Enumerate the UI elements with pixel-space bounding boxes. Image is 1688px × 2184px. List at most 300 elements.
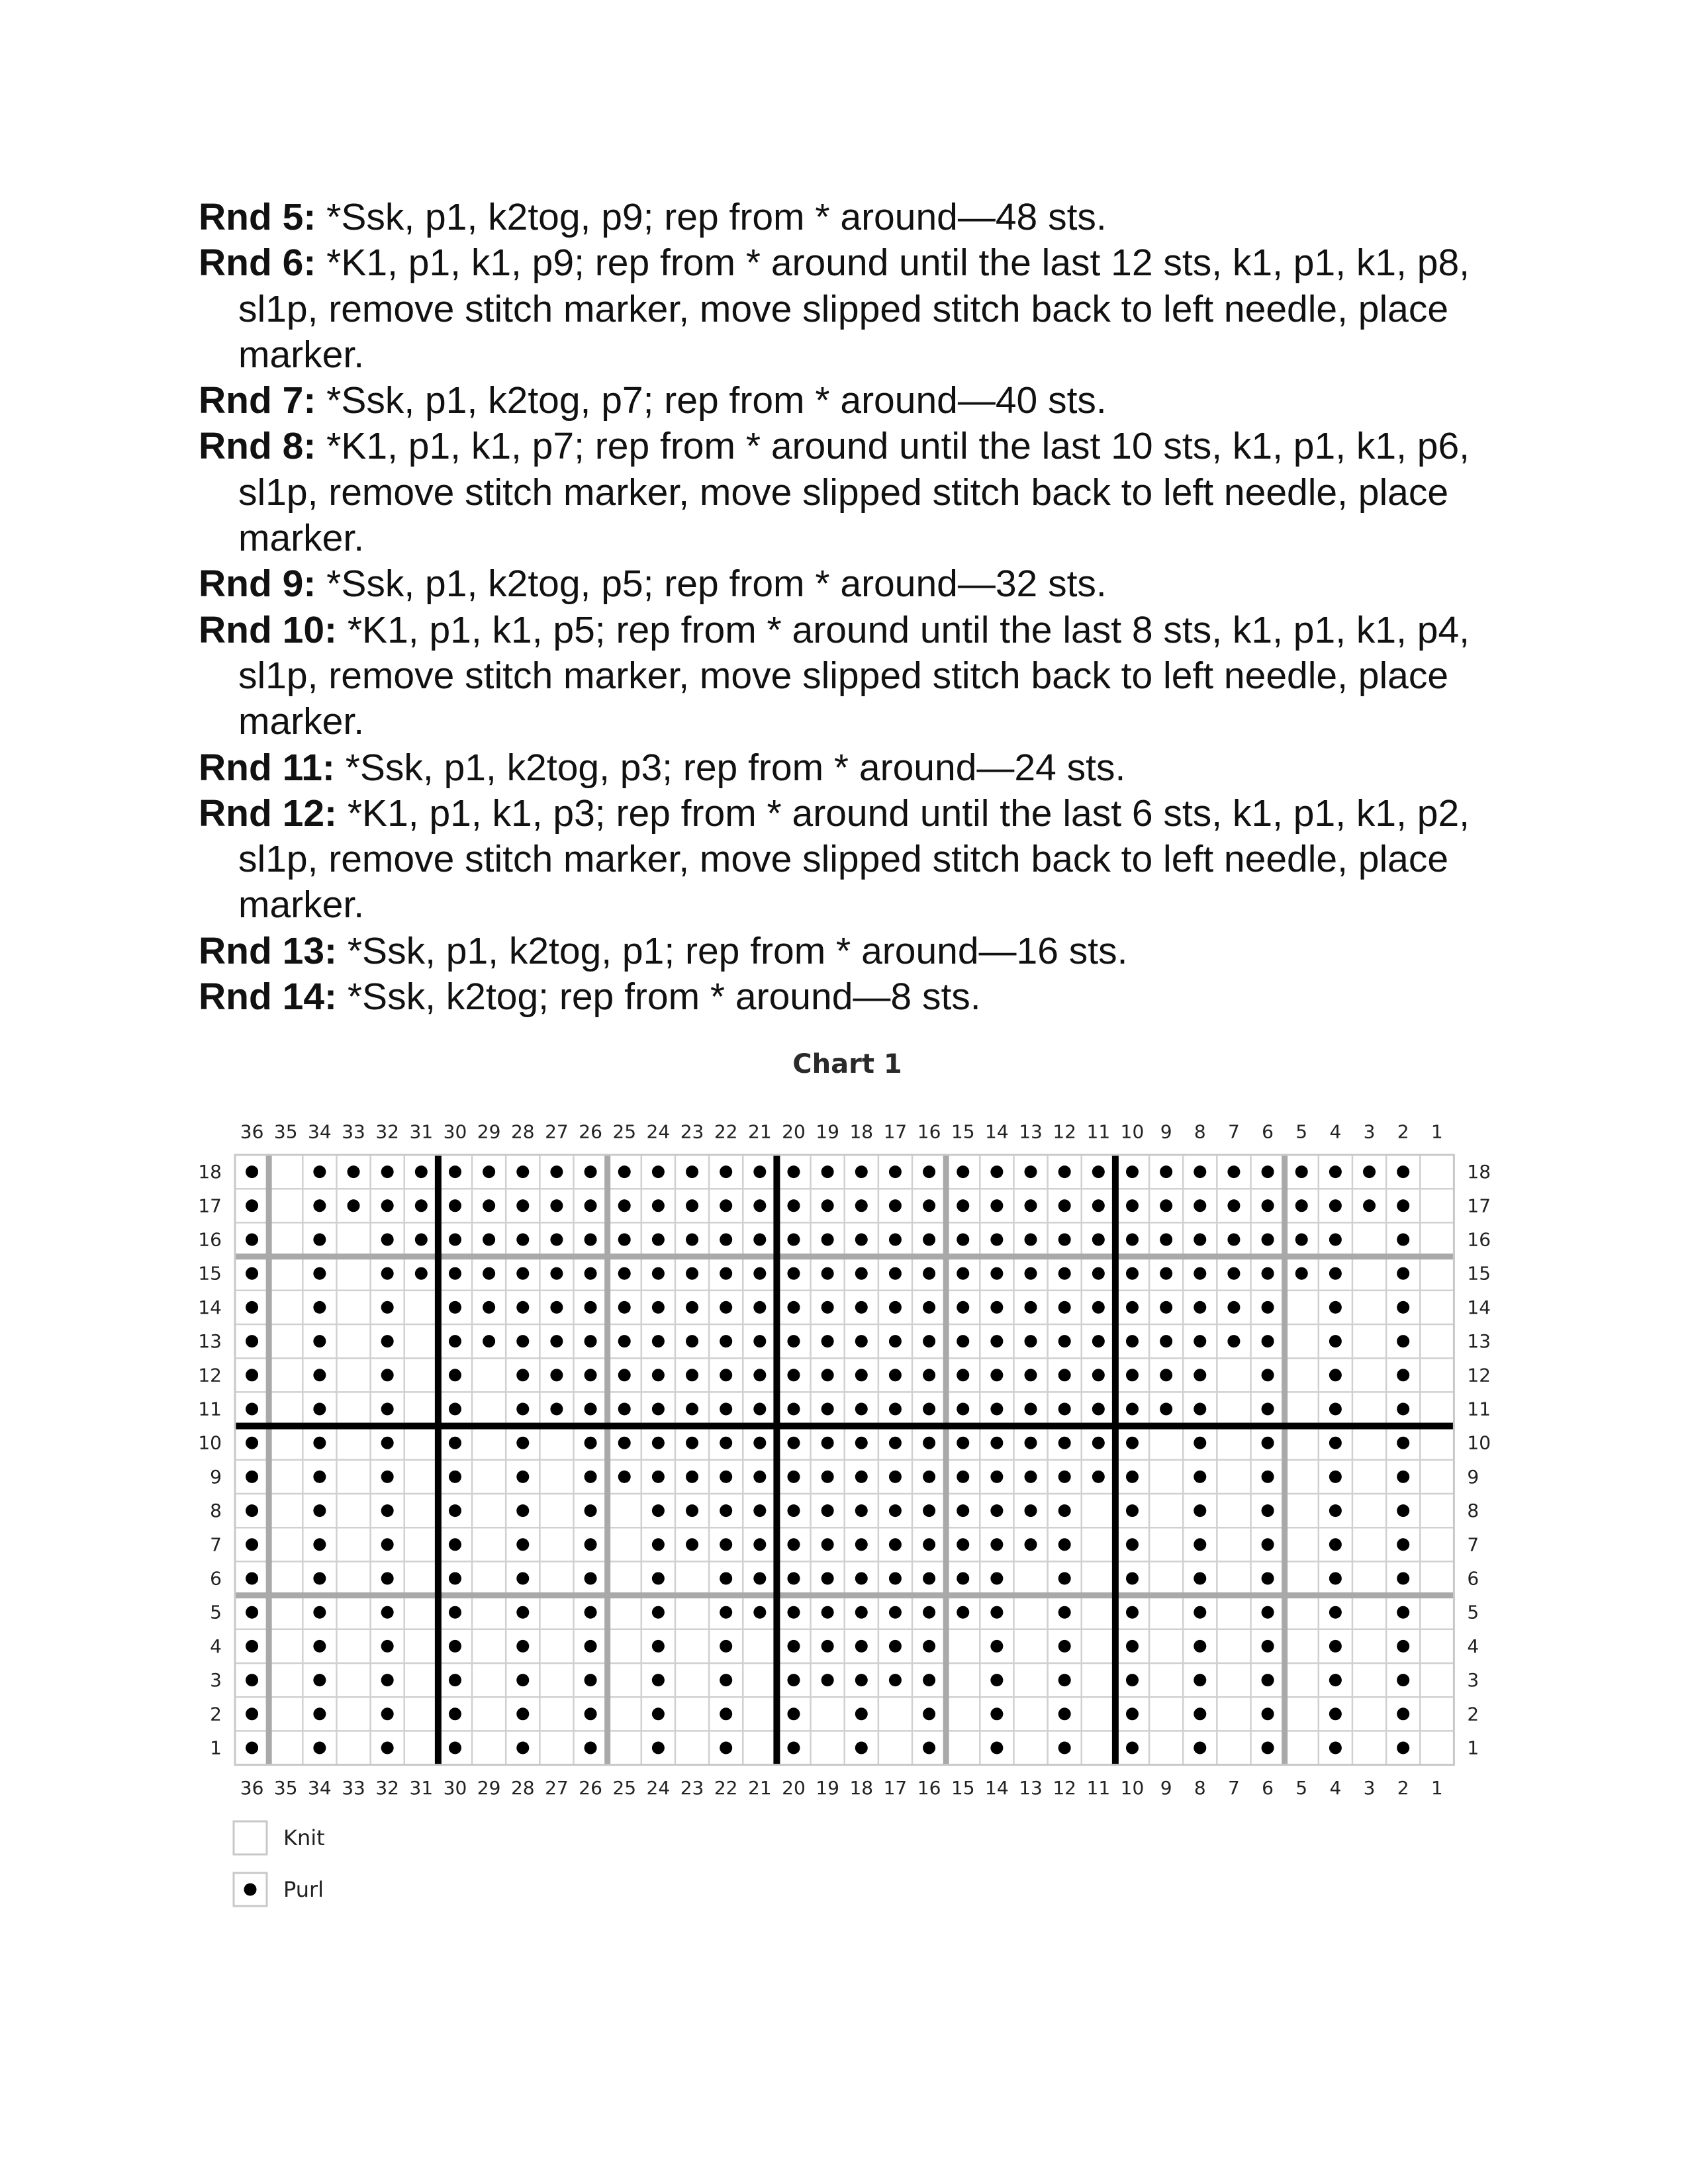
purl-stitch bbox=[516, 1234, 529, 1246]
purl-stitch bbox=[652, 1199, 665, 1212]
purl-stitch bbox=[246, 1301, 258, 1314]
column-number: 3 bbox=[1363, 1777, 1376, 1799]
row-number: 14 bbox=[198, 1296, 222, 1318]
purl-stitch bbox=[855, 1301, 868, 1314]
purl-stitch bbox=[990, 1165, 1003, 1178]
purl-stitch bbox=[652, 1471, 665, 1483]
column-number: 9 bbox=[1160, 1120, 1172, 1143]
purl-stitch bbox=[855, 1572, 868, 1585]
purl-stitch bbox=[855, 1369, 868, 1381]
purl-stitch bbox=[246, 1742, 258, 1754]
purl-stitch bbox=[889, 1674, 902, 1686]
purl-stitch bbox=[720, 1335, 732, 1347]
purl-stitch bbox=[1126, 1707, 1139, 1720]
purl-stitch bbox=[381, 1640, 394, 1653]
purl-stitch bbox=[787, 1538, 800, 1551]
purl-stitch bbox=[990, 1640, 1003, 1653]
purl-stitch bbox=[1025, 1538, 1037, 1551]
purl-stitch bbox=[585, 1606, 597, 1619]
purl-stitch bbox=[1126, 1301, 1139, 1314]
purl-stitch bbox=[957, 1199, 969, 1212]
purl-stitch bbox=[923, 1234, 935, 1246]
purl-stitch bbox=[1262, 1165, 1274, 1178]
purl-stitch bbox=[855, 1335, 868, 1347]
purl-stitch bbox=[1126, 1471, 1139, 1483]
purl-stitch bbox=[1025, 1369, 1037, 1381]
purl-stitch bbox=[1397, 1437, 1409, 1449]
column-number: 33 bbox=[342, 1777, 365, 1799]
purl-stitch bbox=[449, 1538, 461, 1551]
purl-stitch bbox=[753, 1471, 766, 1483]
purl-stitch bbox=[720, 1234, 732, 1246]
purl-stitch bbox=[550, 1335, 563, 1347]
row-number: 8 bbox=[1467, 1500, 1479, 1522]
purl-stitch bbox=[246, 1674, 258, 1686]
row-number: 6 bbox=[210, 1567, 222, 1590]
column-number: 27 bbox=[545, 1120, 569, 1143]
purl-stitch bbox=[313, 1301, 326, 1314]
purl-stitch bbox=[516, 1606, 529, 1619]
purl-stitch bbox=[957, 1301, 969, 1314]
column-number: 29 bbox=[477, 1120, 501, 1143]
purl-stitch bbox=[855, 1437, 868, 1449]
purl-stitch bbox=[1397, 1335, 1409, 1347]
purl-stitch bbox=[787, 1234, 800, 1246]
purl-stitch bbox=[889, 1301, 902, 1314]
purl-stitch bbox=[1363, 1199, 1376, 1212]
purl-stitch bbox=[923, 1403, 935, 1416]
purl-stitch bbox=[923, 1504, 935, 1517]
purl-stitch bbox=[753, 1572, 766, 1585]
purl-stitch bbox=[652, 1572, 665, 1585]
purl-stitch bbox=[1262, 1707, 1274, 1720]
column-number: 18 bbox=[849, 1777, 874, 1799]
column-number: 25 bbox=[612, 1120, 637, 1143]
purl-stitch bbox=[855, 1674, 868, 1686]
purl-stitch bbox=[753, 1301, 766, 1314]
purl-stitch bbox=[313, 1707, 326, 1720]
column-number: 4 bbox=[1329, 1777, 1342, 1799]
column-number: 24 bbox=[646, 1777, 671, 1799]
purl-stitch bbox=[889, 1471, 902, 1483]
purl-stitch bbox=[957, 1471, 969, 1483]
purl-stitch bbox=[1126, 1234, 1139, 1246]
row-number: 4 bbox=[1467, 1635, 1479, 1657]
purl-stitch bbox=[1058, 1437, 1071, 1449]
purl-stitch bbox=[516, 1335, 529, 1347]
purl-stitch bbox=[1329, 1199, 1342, 1212]
purl-stitch bbox=[1160, 1403, 1172, 1416]
column-number: 1 bbox=[1430, 1777, 1443, 1799]
purl-stitch bbox=[957, 1165, 969, 1178]
purl-stitch bbox=[652, 1301, 665, 1314]
purl-stitch bbox=[449, 1471, 461, 1483]
purl-stitch bbox=[652, 1234, 665, 1246]
purl-stitch bbox=[1160, 1335, 1172, 1347]
purl-stitch bbox=[990, 1335, 1003, 1347]
purl-stitch bbox=[889, 1234, 902, 1246]
purl-stitch bbox=[1025, 1301, 1037, 1314]
purl-stitch bbox=[855, 1403, 868, 1416]
purl-stitch bbox=[1058, 1335, 1071, 1347]
row-number: 14 bbox=[1467, 1296, 1491, 1318]
purl-stitch bbox=[381, 1742, 394, 1754]
purl-stitch bbox=[246, 1234, 258, 1246]
purl-stitch bbox=[1025, 1234, 1037, 1246]
purl-stitch bbox=[1126, 1267, 1139, 1280]
purl-stitch bbox=[381, 1471, 394, 1483]
column-number: 15 bbox=[951, 1120, 975, 1143]
column-number: 1 bbox=[1430, 1120, 1443, 1143]
purl-stitch bbox=[449, 1606, 461, 1619]
column-number: 17 bbox=[883, 1120, 908, 1143]
purl-stitch bbox=[585, 1471, 597, 1483]
row-number: 12 bbox=[1467, 1364, 1491, 1387]
purl-stitch bbox=[1126, 1640, 1139, 1653]
purl-stitch bbox=[923, 1335, 935, 1347]
purl-stitch bbox=[821, 1538, 834, 1551]
row-number: 3 bbox=[1467, 1669, 1479, 1692]
purl-stitch bbox=[855, 1640, 868, 1653]
purl-stitch bbox=[1126, 1369, 1139, 1381]
purl-stitch bbox=[787, 1335, 800, 1347]
purl-stitch bbox=[1194, 1742, 1206, 1754]
column-number: 35 bbox=[273, 1120, 298, 1143]
row-number: 3 bbox=[210, 1669, 222, 1692]
purl-stitch bbox=[585, 1165, 597, 1178]
purl-stitch bbox=[1397, 1301, 1409, 1314]
purl-stitch bbox=[1329, 1403, 1342, 1416]
purl-stitch bbox=[720, 1267, 732, 1280]
purl-stitch bbox=[1126, 1742, 1139, 1754]
column-number: 28 bbox=[510, 1120, 535, 1143]
row-number: 17 bbox=[198, 1195, 222, 1217]
purl-stitch bbox=[516, 1674, 529, 1686]
purl-stitch bbox=[449, 1199, 461, 1212]
column-number: 12 bbox=[1053, 1120, 1076, 1143]
column-number: 7 bbox=[1228, 1777, 1240, 1799]
purl-stitch bbox=[1397, 1369, 1409, 1381]
purl-stitch bbox=[889, 1199, 902, 1212]
purl-stitch bbox=[821, 1335, 834, 1347]
purl-stitch bbox=[1397, 1707, 1409, 1720]
purl-stitch bbox=[246, 1707, 258, 1720]
purl-stitch bbox=[855, 1165, 868, 1178]
purl-stitch bbox=[415, 1199, 428, 1212]
purl-stitch bbox=[246, 1267, 258, 1280]
purl-stitch bbox=[889, 1369, 902, 1381]
row-number: 7 bbox=[1467, 1533, 1479, 1556]
purl-stitch bbox=[483, 1165, 495, 1178]
purl-stitch bbox=[1329, 1572, 1342, 1585]
purl-stitch bbox=[957, 1437, 969, 1449]
purl-stitch bbox=[889, 1267, 902, 1280]
column-number: 24 bbox=[646, 1120, 671, 1143]
purl-stitch bbox=[990, 1403, 1003, 1416]
column-number: 8 bbox=[1194, 1120, 1206, 1143]
purl-stitch bbox=[449, 1707, 461, 1720]
purl-stitch bbox=[855, 1234, 868, 1246]
purl-stitch bbox=[889, 1504, 902, 1517]
column-number: 11 bbox=[1086, 1777, 1111, 1799]
purl-stitch bbox=[516, 1369, 529, 1381]
column-number: 28 bbox=[510, 1777, 535, 1799]
purl-stitch bbox=[923, 1199, 935, 1212]
column-number: 29 bbox=[477, 1777, 501, 1799]
round-text: *K1, p1, k1, p5; rep from * around until the last 8 sts, k1, p1, k1, p4, sl1p, remove stitch marker, move slipped stitch back to left needle, place marker. bbox=[238, 608, 1470, 743]
purl-stitch bbox=[1194, 1301, 1206, 1314]
purl-stitch bbox=[1092, 1267, 1105, 1280]
purl-stitch bbox=[787, 1165, 800, 1178]
purl-stitch bbox=[923, 1606, 935, 1619]
purl-stitch bbox=[585, 1301, 597, 1314]
purl-stitch bbox=[1329, 1369, 1342, 1381]
purl-stitch bbox=[449, 1674, 461, 1686]
purl-stitch bbox=[821, 1640, 834, 1653]
round-label: Rnd 10: bbox=[199, 608, 338, 651]
purl-stitch bbox=[957, 1606, 969, 1619]
purl-stitch bbox=[1194, 1267, 1206, 1280]
purl-stitch bbox=[1126, 1504, 1139, 1517]
row-number: 13 bbox=[198, 1330, 222, 1353]
purl-stitch bbox=[686, 1301, 698, 1314]
purl-stitch bbox=[720, 1369, 732, 1381]
purl-stitch bbox=[1025, 1437, 1037, 1449]
purl-stitch bbox=[787, 1471, 800, 1483]
purl-stitch bbox=[313, 1199, 326, 1212]
column-number: 17 bbox=[883, 1777, 908, 1799]
column-number: 32 bbox=[375, 1120, 399, 1143]
purl-stitch bbox=[1058, 1606, 1071, 1619]
purl-stitch bbox=[313, 1606, 326, 1619]
purl-stitch bbox=[585, 1538, 597, 1551]
purl-stitch bbox=[381, 1199, 394, 1212]
purl-stitch bbox=[1058, 1301, 1071, 1314]
legend-label-knit: Knit bbox=[283, 1825, 325, 1850]
column-number: 27 bbox=[545, 1777, 569, 1799]
row-number: 10 bbox=[1467, 1432, 1491, 1454]
purl-stitch bbox=[855, 1742, 868, 1754]
purl-stitch bbox=[1295, 1234, 1308, 1246]
purl-stitch bbox=[618, 1437, 631, 1449]
purl-stitch bbox=[313, 1267, 326, 1280]
purl-stitch bbox=[1227, 1234, 1240, 1246]
purl-stitch bbox=[686, 1199, 698, 1212]
column-number: 35 bbox=[273, 1777, 298, 1799]
purl-stitch bbox=[1126, 1199, 1139, 1212]
purl-stitch bbox=[753, 1538, 766, 1551]
row-number: 13 bbox=[1467, 1330, 1491, 1353]
purl-stitch bbox=[1194, 1707, 1206, 1720]
purl-stitch bbox=[483, 1267, 495, 1280]
purl-stitch bbox=[1194, 1572, 1206, 1585]
purl-stitch bbox=[415, 1234, 428, 1246]
purl-stitch bbox=[313, 1504, 326, 1517]
round-text: *Ssk, p1, k2tog, p3; rep from * around—24 sts. bbox=[334, 746, 1126, 789]
column-number: 31 bbox=[409, 1777, 434, 1799]
purl-stitch bbox=[652, 1606, 665, 1619]
purl-stitch bbox=[821, 1369, 834, 1381]
purl-stitch bbox=[313, 1403, 326, 1416]
purl-stitch bbox=[1227, 1165, 1240, 1178]
purl-stitch bbox=[821, 1504, 834, 1517]
purl-stitch bbox=[1058, 1707, 1071, 1720]
purl-stitch bbox=[1194, 1640, 1206, 1653]
purl-stitch bbox=[1262, 1572, 1274, 1585]
purl-stitch bbox=[1329, 1674, 1342, 1686]
purl-stitch bbox=[1058, 1504, 1071, 1517]
legend-purl-dot bbox=[244, 1884, 257, 1896]
round-label: Rnd 8: bbox=[199, 425, 316, 468]
purl-stitch bbox=[381, 1403, 394, 1416]
purl-stitch bbox=[313, 1234, 326, 1246]
purl-stitch bbox=[652, 1335, 665, 1347]
purl-stitch bbox=[1194, 1335, 1206, 1347]
column-number: 22 bbox=[714, 1120, 738, 1143]
purl-stitch bbox=[1227, 1335, 1240, 1347]
purl-stitch bbox=[381, 1234, 394, 1246]
purl-stitch bbox=[753, 1267, 766, 1280]
purl-stitch bbox=[1058, 1674, 1071, 1686]
purl-stitch bbox=[652, 1538, 665, 1551]
purl-stitch bbox=[1092, 1369, 1105, 1381]
purl-stitch bbox=[1397, 1504, 1409, 1517]
purl-stitch bbox=[1262, 1640, 1274, 1653]
purl-stitch bbox=[1397, 1471, 1409, 1483]
purl-stitch bbox=[1194, 1403, 1206, 1416]
purl-stitch bbox=[483, 1199, 495, 1212]
purl-stitch bbox=[1262, 1301, 1274, 1314]
purl-stitch bbox=[821, 1301, 834, 1314]
purl-stitch bbox=[246, 1504, 258, 1517]
purl-stitch bbox=[787, 1606, 800, 1619]
purl-stitch bbox=[923, 1267, 935, 1280]
purl-stitch bbox=[1329, 1640, 1342, 1653]
purl-stitch bbox=[889, 1640, 902, 1653]
row-number: 2 bbox=[1467, 1703, 1479, 1725]
column-number: 3 bbox=[1363, 1120, 1376, 1143]
purl-stitch bbox=[720, 1707, 732, 1720]
row-number: 15 bbox=[1467, 1262, 1491, 1285]
purl-stitch bbox=[720, 1538, 732, 1551]
column-number: 20 bbox=[782, 1120, 806, 1143]
purl-stitch bbox=[1058, 1572, 1071, 1585]
purl-stitch bbox=[720, 1199, 732, 1212]
purl-stitch bbox=[618, 1199, 631, 1212]
column-number: 6 bbox=[1262, 1777, 1274, 1799]
purl-stitch bbox=[652, 1369, 665, 1381]
purl-stitch bbox=[923, 1471, 935, 1483]
purl-stitch bbox=[855, 1538, 868, 1551]
purl-stitch bbox=[483, 1301, 495, 1314]
purl-stitch bbox=[246, 1572, 258, 1585]
purl-stitch bbox=[1329, 1742, 1342, 1754]
purl-stitch bbox=[1194, 1504, 1206, 1517]
round-label: Rnd 11: bbox=[199, 746, 335, 789]
purl-stitch bbox=[753, 1234, 766, 1246]
column-number: 4 bbox=[1329, 1120, 1342, 1143]
purl-stitch bbox=[1126, 1403, 1139, 1416]
purl-stitch bbox=[889, 1572, 902, 1585]
purl-stitch bbox=[787, 1301, 800, 1314]
purl-stitch bbox=[449, 1572, 461, 1585]
purl-stitch bbox=[1262, 1199, 1274, 1212]
purl-stitch bbox=[753, 1165, 766, 1178]
purl-stitch bbox=[855, 1606, 868, 1619]
row-number: 9 bbox=[210, 1465, 222, 1488]
purl-stitch bbox=[585, 1403, 597, 1416]
purl-stitch bbox=[923, 1572, 935, 1585]
round-label: Rnd 12: bbox=[199, 792, 338, 835]
purl-stitch bbox=[753, 1199, 766, 1212]
purl-stitch bbox=[1025, 1199, 1037, 1212]
purl-stitch bbox=[449, 1742, 461, 1754]
purl-stitch bbox=[855, 1199, 868, 1212]
purl-stitch bbox=[313, 1335, 326, 1347]
purl-stitch bbox=[787, 1199, 800, 1212]
purl-stitch bbox=[585, 1742, 597, 1754]
legend-label-purl: Purl bbox=[283, 1877, 324, 1902]
row-number: 9 bbox=[1467, 1465, 1479, 1488]
purl-stitch bbox=[753, 1335, 766, 1347]
purl-stitch bbox=[313, 1471, 326, 1483]
round-text: *K1, p1, k1, p7; rep from * around until the last 10 sts, k1, p1, k1, p6, sl1p, remove stitch marker, move slipped stitch back to left needle, place marker. bbox=[238, 425, 1470, 560]
column-number: 23 bbox=[680, 1120, 704, 1143]
purl-stitch bbox=[990, 1471, 1003, 1483]
purl-stitch bbox=[1329, 1606, 1342, 1619]
purl-stitch bbox=[449, 1640, 461, 1653]
purl-stitch bbox=[652, 1742, 665, 1754]
purl-stitch bbox=[753, 1437, 766, 1449]
purl-stitch bbox=[550, 1403, 563, 1416]
column-number: 2 bbox=[1397, 1120, 1409, 1143]
purl-stitch bbox=[889, 1538, 902, 1551]
purl-stitch bbox=[550, 1267, 563, 1280]
round-label: Rnd 7: bbox=[199, 379, 316, 422]
row-number: 18 bbox=[1467, 1161, 1491, 1183]
purl-stitch bbox=[686, 1234, 698, 1246]
purl-stitch bbox=[1092, 1234, 1105, 1246]
purl-stitch bbox=[1295, 1199, 1308, 1212]
purl-stitch bbox=[618, 1301, 631, 1314]
column-number: 21 bbox=[748, 1120, 772, 1143]
row-number: 4 bbox=[210, 1635, 222, 1657]
row-number: 1 bbox=[1467, 1737, 1479, 1759]
row-number: 7 bbox=[210, 1533, 222, 1556]
purl-stitch bbox=[1262, 1504, 1274, 1517]
column-number: 19 bbox=[816, 1777, 839, 1799]
purl-stitch bbox=[1262, 1606, 1274, 1619]
purl-stitch bbox=[550, 1199, 563, 1212]
purl-stitch bbox=[1227, 1267, 1240, 1280]
purl-stitch bbox=[1126, 1674, 1139, 1686]
purl-stitch bbox=[585, 1572, 597, 1585]
column-number: 36 bbox=[240, 1777, 264, 1799]
purl-stitch bbox=[821, 1165, 834, 1178]
purl-stitch bbox=[516, 1267, 529, 1280]
purl-stitch bbox=[652, 1640, 665, 1653]
purl-stitch bbox=[1262, 1437, 1274, 1449]
purl-stitch bbox=[889, 1606, 902, 1619]
purl-stitch bbox=[1397, 1742, 1409, 1754]
column-number: 16 bbox=[917, 1777, 941, 1799]
purl-stitch bbox=[1092, 1165, 1105, 1178]
purl-stitch bbox=[923, 1707, 935, 1720]
purl-stitch bbox=[381, 1707, 394, 1720]
purl-stitch bbox=[923, 1165, 935, 1178]
row-number: 17 bbox=[1467, 1195, 1491, 1217]
purl-stitch bbox=[1058, 1471, 1071, 1483]
